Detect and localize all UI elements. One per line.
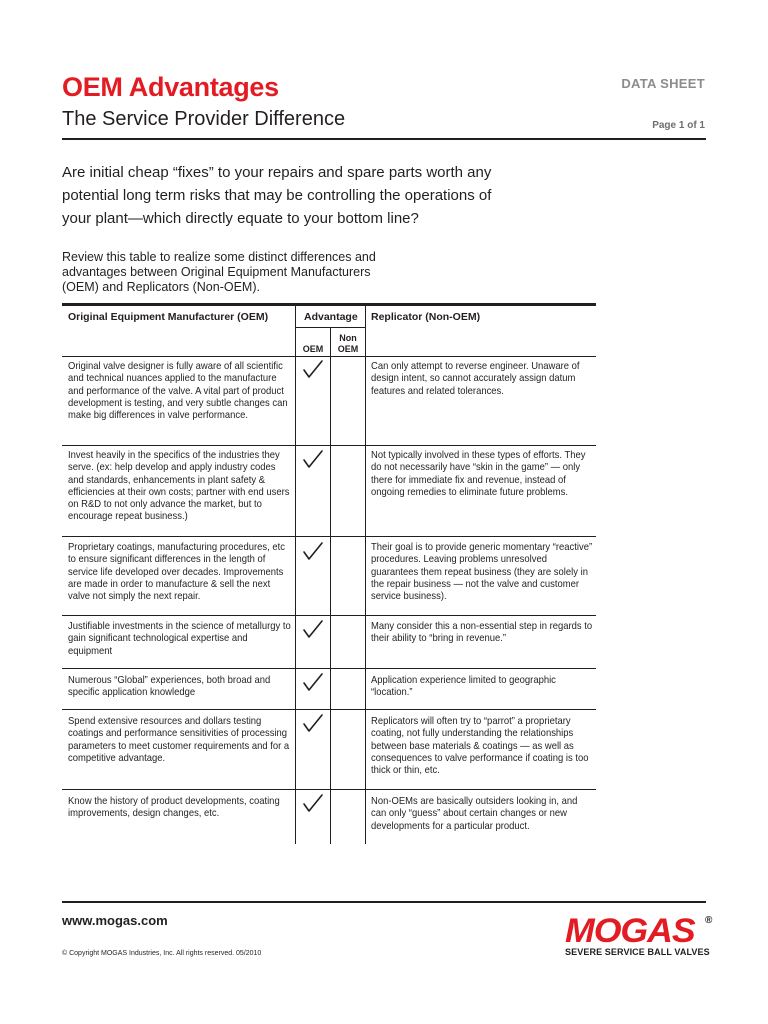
- logo-tagline: SEVERE SERVICE BALL VALVES: [565, 947, 710, 958]
- table-row-divider: [62, 615, 596, 616]
- replicator-cell: Not typically involved in these types of efforts. They do not necessarily have “skin in the game” — only there for immediate fix and revenue, instead of ongoing remedies to eliminate future problems.: [371, 449, 586, 498]
- table-row-divider: [62, 356, 596, 357]
- website-link[interactable]: www.mogas.com: [62, 913, 168, 928]
- checkmark-icon: [301, 619, 325, 639]
- checkmark-icon: [301, 541, 325, 561]
- oem-cell: Invest heavily in the specifics of the industries they serve. (ex: help develop and apply industry codes and standards, enhancements in plant safety & efficiencies at their own costs; partner with end users on R&D to not only advance the market, but to encourage repeat business.): [68, 449, 290, 523]
- table-row-divider: [62, 668, 596, 669]
- header-rule: [62, 138, 706, 140]
- oem-cell: Justifiable investments in the science of metallurgy to gain significant technological expertise and equipment: [68, 620, 291, 657]
- checkmark-icon: [301, 713, 325, 733]
- intro-paragraph: Are initial cheap “fixes” to your repairs and spare parts worth any potential long term risks that may be controlling the operations of your plant—which directly equate to your bottom line?: [62, 164, 492, 227]
- table-row-divider: [62, 536, 596, 537]
- column-header-replicator: Replicator (Non-OEM): [371, 311, 481, 323]
- checkmark-icon: [301, 449, 325, 469]
- oem-cell: Spend extensive resources and dollars testing coatings and performance sensitivities of processing parameters to meet customer requirements and for a competitive advantage.: [68, 715, 290, 764]
- copyright-notice: © Copyright MOGAS Industries, Inc. All rights reserved. 05/2010: [62, 950, 262, 957]
- oem-cell: Original valve designer is fully aware of all scientific and technical nuances applied to the manufacture and performance of the valve. A vital part of product development is testing, and very subtle changes can make big differences in valve performance.: [68, 360, 288, 422]
- subheader-non-oem-line1: Non: [339, 333, 357, 343]
- logo-wordmark: MOGAS: [565, 912, 695, 950]
- table-column-divider: [295, 306, 296, 844]
- replicator-cell: Many consider this a non-essential step in regards to their ability to “bring in revenue.”: [371, 620, 593, 645]
- table-column-divider: [330, 328, 331, 844]
- checkmark-icon: [301, 793, 325, 813]
- table-row-divider: [62, 709, 596, 710]
- doc-type-label: DATA SHEET: [621, 76, 705, 91]
- registered-mark: ®: [705, 915, 713, 926]
- replicator-cell: Their goal is to provide generic momentary “reactive” procedures. Leaving problems unresolved guarantees them repeat business (they are solely in the repair business — not the valve and customer service business).: [371, 541, 593, 603]
- page-title: OEM Advantages: [62, 72, 279, 102]
- replicator-cell: Application experience limited to geographic “location.”: [371, 674, 556, 699]
- column-header-oem: Original Equipment Manufacturer (OEM): [68, 311, 269, 323]
- review-paragraph: Review this table to realize some distinct differences and advantages between Original Equipment Manufacturers (OEM) and Replicators (Non-OEM).: [62, 250, 376, 294]
- page-subtitle: The Service Provider Difference: [62, 108, 346, 130]
- mogas-logo: [565, 914, 715, 960]
- table-row-divider: [62, 445, 596, 446]
- subheader-non-oem: [331, 333, 365, 355]
- column-header-advantage: Advantage: [304, 311, 358, 323]
- oem-cell: Numerous “Global” experiences, both broad and specific application knowledge: [68, 674, 271, 699]
- page-number: Page 1 of 1: [652, 120, 705, 131]
- checkmark-icon: [301, 672, 325, 692]
- table-column-divider: [365, 306, 366, 844]
- footer-rule: [62, 901, 706, 903]
- subheader-non-oem-line2: OEM: [337, 344, 359, 354]
- oem-cell: Know the history of product developments, coating improvements, design changes, etc.: [68, 795, 280, 820]
- replicator-cell: Non-OEMs are basically outsiders looking in, and can only “guess” about certain changes or new developments for a particular product.: [371, 795, 578, 832]
- checkmark-icon: [301, 359, 325, 379]
- oem-cell: Proprietary coatings, manufacturing procedures, etc to ensure significant differences in the length of service life developed over decades. Improvements are made in order to manufacture & sell the next valve not simply the next repair.: [68, 541, 285, 603]
- table-top-rule: [62, 303, 596, 306]
- table-row-divider: [62, 789, 596, 790]
- subheader-oem: OEM: [302, 344, 324, 354]
- replicator-cell: Replicators will often try to “parrot” a proprietary coating, not fully understanding the relationships between base materials & coatings — as well as consequences to valve performance if coating is too thick or thin, etc.: [371, 715, 589, 777]
- replicator-cell: Can only attempt to reverse engineer. Unaware of design intent, so cannot accurately assign datum features and related tolerances.: [371, 360, 580, 397]
